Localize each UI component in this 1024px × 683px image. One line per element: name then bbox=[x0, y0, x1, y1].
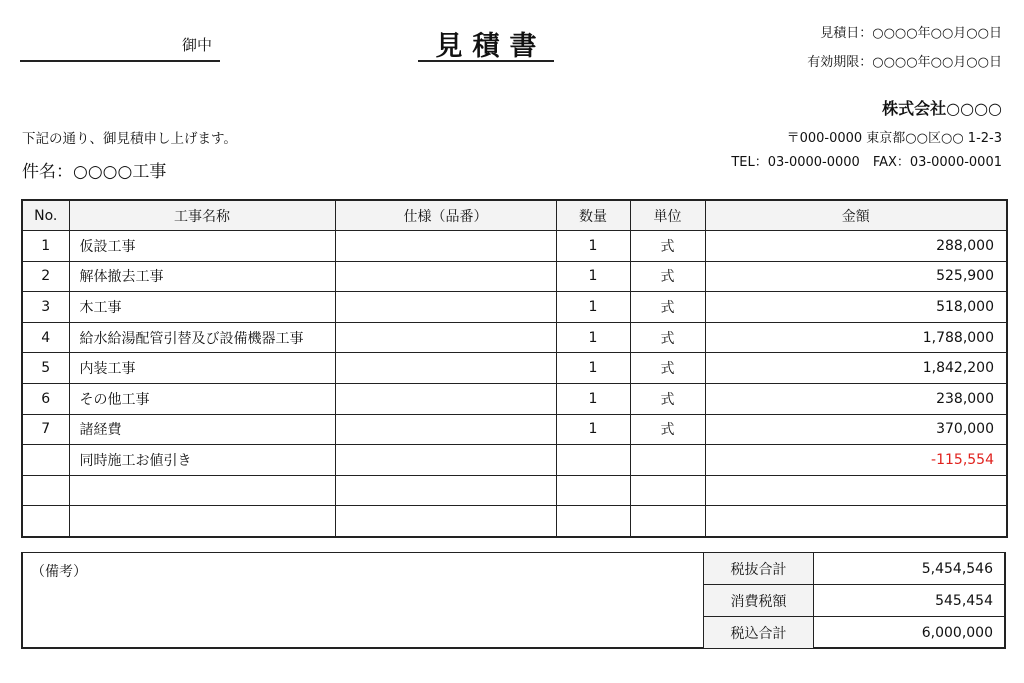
col-header-spec: 仕様（品番） bbox=[335, 200, 556, 231]
cell-unit: 式 bbox=[630, 384, 705, 415]
cell-name: 内装工事 bbox=[69, 353, 335, 384]
recipient-field bbox=[20, 34, 220, 62]
totals-table bbox=[703, 552, 1006, 649]
cell-unit: 式 bbox=[630, 231, 705, 262]
cell-amount bbox=[705, 475, 1007, 506]
cell-name: 木工事 bbox=[69, 292, 335, 323]
table-row bbox=[22, 414, 1007, 445]
expiry-date: 有効期限：○○○○年○○月○○日 bbox=[807, 55, 1002, 70]
table-row bbox=[22, 292, 1007, 323]
cell-name bbox=[69, 506, 335, 537]
cell-qty: 1 bbox=[556, 292, 630, 323]
cell-qty: 1 bbox=[556, 353, 630, 384]
cell-name: 諸経費 bbox=[69, 414, 335, 445]
cell-unit: 式 bbox=[630, 292, 705, 323]
cell-unit: 式 bbox=[630, 353, 705, 384]
intro-text: 下記の通り、御見積申し上げます。 bbox=[22, 131, 237, 147]
cell-no bbox=[22, 445, 69, 476]
company-address: 〒000-0000 東京都○○区○○ 1-2-3 bbox=[786, 131, 1002, 146]
tax-row bbox=[704, 585, 1006, 617]
cell-unit bbox=[630, 506, 705, 537]
cell-amount: 370,000 bbox=[705, 414, 1007, 445]
cell-no: 5 bbox=[22, 353, 69, 384]
cell-no bbox=[22, 506, 69, 537]
cell-no: 1 bbox=[22, 231, 69, 262]
cell-qty: 1 bbox=[556, 384, 630, 415]
cell-no: 2 bbox=[22, 261, 69, 292]
table-row bbox=[22, 322, 1007, 353]
cell-no bbox=[22, 475, 69, 506]
cell-spec bbox=[335, 506, 556, 537]
cell-no: 7 bbox=[22, 414, 69, 445]
cell-no: 3 bbox=[22, 292, 69, 323]
col-header-name: 工事名称 bbox=[69, 200, 335, 231]
table-row bbox=[22, 231, 1007, 262]
tax-value: 545,454 bbox=[814, 585, 1006, 617]
estimate-table bbox=[21, 199, 1008, 538]
cell-name: 解体撤去工事 bbox=[69, 261, 335, 292]
cell-no: 6 bbox=[22, 384, 69, 415]
cell-spec bbox=[335, 445, 556, 476]
cell-amount: 1,842,200 bbox=[705, 353, 1007, 384]
cell-name: その他工事 bbox=[69, 384, 335, 415]
table-row bbox=[22, 445, 1007, 476]
cell-unit: 式 bbox=[630, 322, 705, 353]
col-header-amount: 金額 bbox=[705, 200, 1007, 231]
company-contact: TEL：03-0000-0000 FAX：03-0000-0001 bbox=[731, 155, 1002, 170]
cell-spec bbox=[335, 292, 556, 323]
cell-unit: 式 bbox=[630, 414, 705, 445]
document-title: 見積書 bbox=[418, 24, 554, 62]
subtotal-label: 税抜合計 bbox=[704, 553, 814, 585]
col-header-no: No. bbox=[22, 200, 69, 231]
cell-unit bbox=[630, 475, 705, 506]
col-header-unit: 単位 bbox=[630, 200, 705, 231]
total-value: 6,000,000 bbox=[814, 617, 1006, 649]
cell-amount: 518,000 bbox=[705, 292, 1007, 323]
cell-name: 給水給湯配管引替及び設備機器工事 bbox=[69, 322, 335, 353]
table-row bbox=[22, 261, 1007, 292]
cell-spec bbox=[335, 231, 556, 262]
cell-spec bbox=[335, 322, 556, 353]
cell-amount: 288,000 bbox=[705, 231, 1007, 262]
cell-qty bbox=[556, 506, 630, 537]
recipient-suffix: 御中 bbox=[181, 36, 212, 54]
cell-amount: 238,000 bbox=[705, 384, 1007, 415]
cell-name: 仮設工事 bbox=[69, 231, 335, 262]
cell-spec bbox=[335, 414, 556, 445]
company-name: 株式会社○○○○ bbox=[882, 99, 1002, 118]
cell-spec bbox=[335, 384, 556, 415]
cell-amount bbox=[705, 506, 1007, 537]
total-row bbox=[704, 617, 1006, 649]
cell-name: 同時施工お値引き bbox=[69, 445, 335, 476]
cell-name bbox=[69, 475, 335, 506]
cell-amount: -115,554 bbox=[705, 445, 1007, 476]
cell-qty bbox=[556, 475, 630, 506]
table-row bbox=[22, 384, 1007, 415]
cell-unit bbox=[630, 445, 705, 476]
cell-qty: 1 bbox=[556, 261, 630, 292]
notes-label: （備考） bbox=[31, 564, 87, 580]
subtotal-row bbox=[704, 553, 1006, 585]
cell-qty: 1 bbox=[556, 231, 630, 262]
cell-spec bbox=[335, 475, 556, 506]
cell-amount: 1,788,000 bbox=[705, 322, 1007, 353]
table-row bbox=[22, 353, 1007, 384]
estimate-date: 見積日：○○○○年○○月○○日 bbox=[820, 26, 1002, 41]
notes-section bbox=[21, 552, 1006, 649]
table-header-row bbox=[22, 200, 1007, 231]
table-row bbox=[22, 475, 1007, 506]
cell-qty: 1 bbox=[556, 322, 630, 353]
cell-qty bbox=[556, 445, 630, 476]
cell-amount: 525,900 bbox=[705, 261, 1007, 292]
subtotal-value: 5,454,546 bbox=[814, 553, 1006, 585]
subject-line: 件名：○○○○工事 bbox=[22, 162, 167, 182]
cell-unit: 式 bbox=[630, 261, 705, 292]
table-row bbox=[22, 506, 1007, 537]
cell-spec bbox=[335, 353, 556, 384]
total-label: 税込合計 bbox=[704, 617, 814, 649]
col-header-qty: 数量 bbox=[556, 200, 630, 231]
cell-spec bbox=[335, 261, 556, 292]
tax-label: 消費税額 bbox=[704, 585, 814, 617]
cell-no: 4 bbox=[22, 322, 69, 353]
cell-qty: 1 bbox=[556, 414, 630, 445]
